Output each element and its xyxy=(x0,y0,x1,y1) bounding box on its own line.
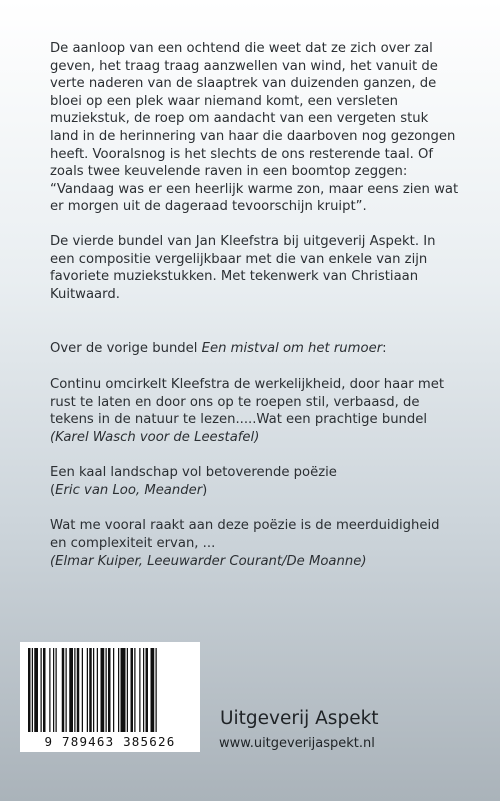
back-cover-text xyxy=(50,40,460,570)
publisher-website: www.uitgeverijaspekt.nl xyxy=(219,736,375,751)
blurb-paragraph-2: De vierde bundel van Jan Kleefstra bij uitgeverij Aspekt. In een compositie vergelijkbaar met die van enkele van zijn favoriete muziekstukken. Met tekenwerk van Christiaan Kuitwaard. xyxy=(50,233,436,302)
isbn-digits: 9 789463 385626 xyxy=(44,734,176,749)
review-1-source: (Karel Wasch voor de Leestafel) xyxy=(50,429,260,445)
blurb-paragraph-1: De aanloop van een ochtend die weet dat ze zich over zal geven, het traag traag aanzwellen van wind, het vanuit de verte naderen van de slaaptrek van duizenden ganzen, de bloei op een plek waar niemand komt, een versleten muziekstuk, de roep om aandacht van een vergeten stuk land in de herinnering van haar die daarboven nog gezongen heeft. Vooralsnog is het slechts de ons resterende taal. Of zoals twee keuvelende raven in een boomtop zeggen: “Vandaag was er een heerlijk warme zon, maar eens zien wat er morgen uit de dageraad tevoorschijn kruipt”. xyxy=(50,41,459,215)
review-2-source: Eric van Loo, Meander xyxy=(55,482,203,498)
review-3-text: Wat me vooral raakt aan deze poëzie is de meerduidigheid en complexiteit ervan, ... xyxy=(50,518,440,552)
review-2-text: Een kaal landschap vol betoverende poëzie xyxy=(50,465,337,481)
previous-collection-heading xyxy=(50,340,460,358)
isbn-barcode xyxy=(20,642,200,752)
review-2 xyxy=(50,464,460,499)
review-2-source-open: ( xyxy=(50,482,56,498)
publisher-name: Uitgeverij Aspekt xyxy=(220,708,379,729)
previous-intro: Over de vorige bundel xyxy=(50,341,202,357)
barcode-bars xyxy=(28,648,192,732)
review-3 xyxy=(50,517,460,570)
review-2-source-close: ) xyxy=(202,482,208,498)
previous-title: Een mistval om het rumoer xyxy=(201,341,383,357)
previous-colon: : xyxy=(382,341,387,357)
review-3-source: (Elmar Kuiper, Leeuwarder Courant/De Moanne) xyxy=(50,553,367,569)
review-1-text: Continu omcirkelt Kleefstra de werkelijkheid, door haar met rust te laten en door ons op te roepen stil, verbaasd, de tekens in de natuur te lezen.....Wat een prachtige bundel xyxy=(50,376,445,428)
review-1 xyxy=(50,376,460,446)
